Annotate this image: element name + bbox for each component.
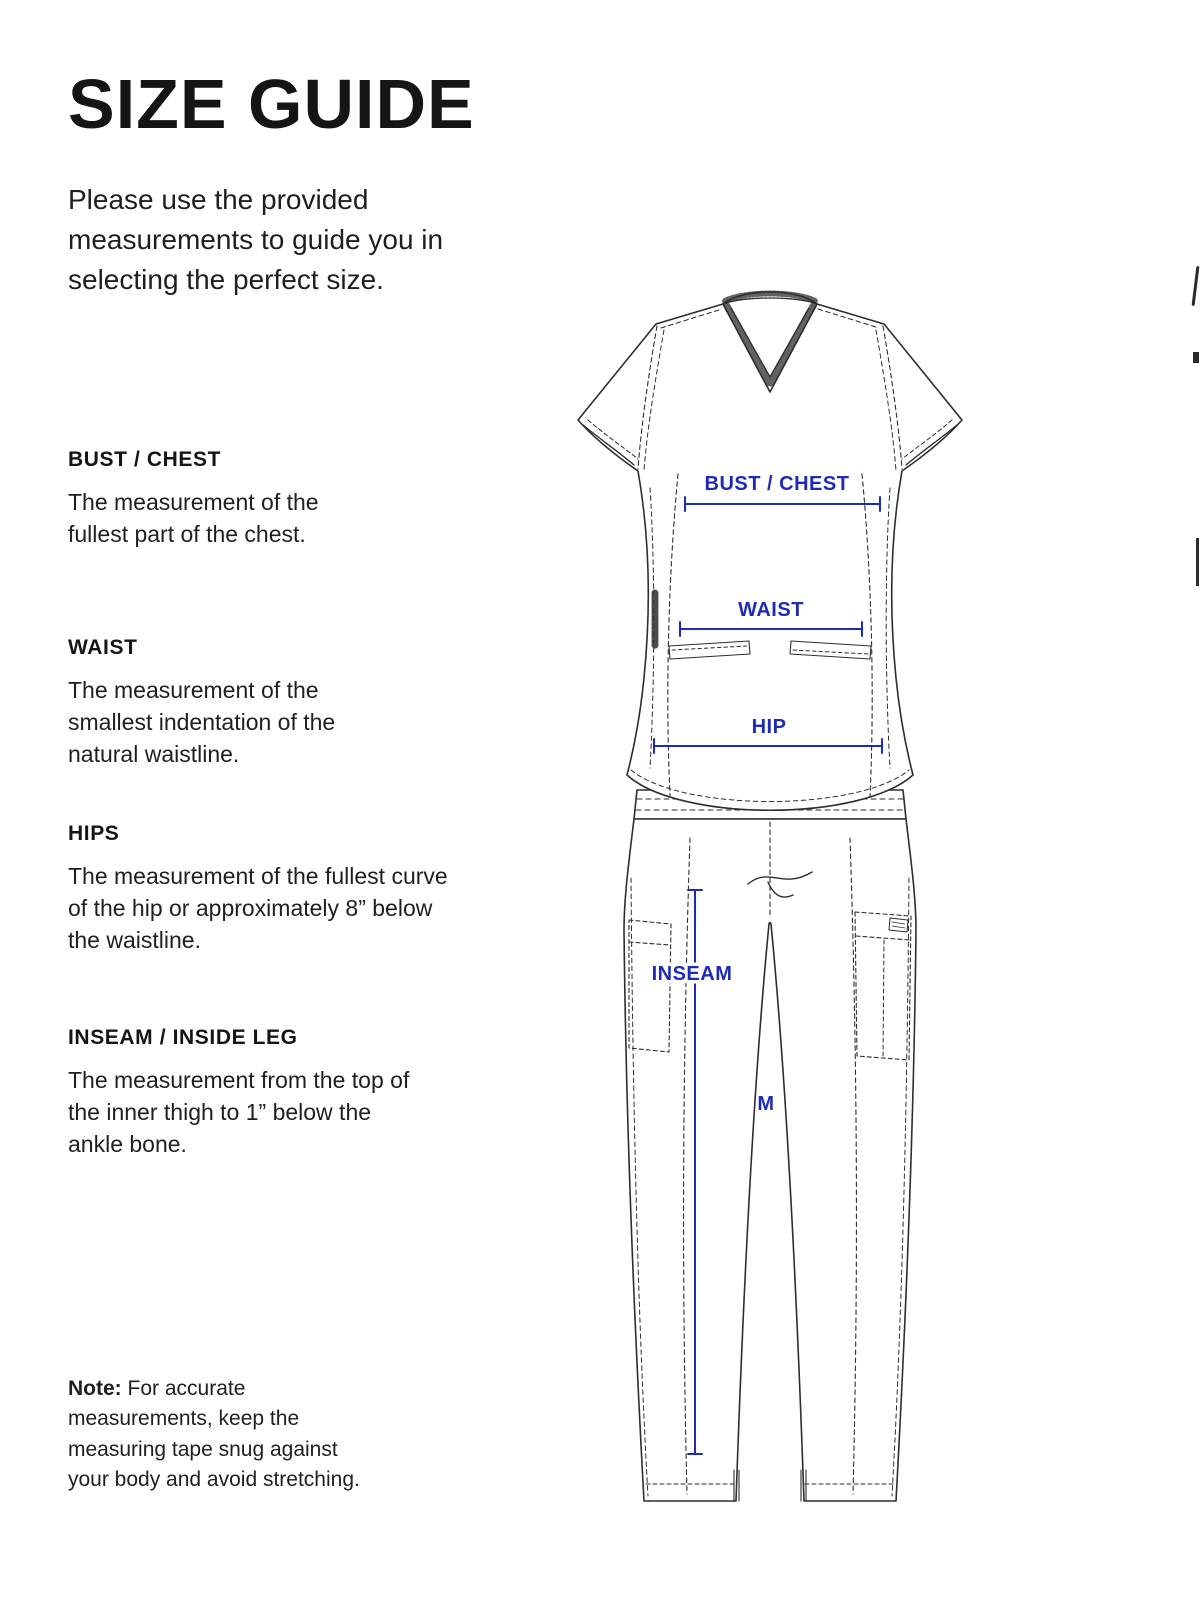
page-title: SIZE GUIDE xyxy=(68,65,475,143)
section-heading: HIPS xyxy=(68,822,120,845)
hip-measure-label: HIP xyxy=(751,716,787,738)
section-body: The measurement of the smallest indentation of the natural waistline. xyxy=(68,677,336,768)
intro-text: Please use the provided measurements to guide you in selecting the perfect size. xyxy=(68,184,444,295)
size-tag-label: M xyxy=(757,1093,775,1115)
size-diagram xyxy=(530,278,1060,1548)
bust-measure-label: BUST / CHEST xyxy=(704,473,850,495)
waist-measure-label: WAIST xyxy=(738,599,804,621)
section-hips xyxy=(68,822,456,957)
section-bust-chest xyxy=(68,448,356,550)
note-text: For accurate measurements, keep the measuring tape snug against your body and avoid stretching. xyxy=(68,1377,360,1492)
scrub-pants-sketch xyxy=(624,790,916,1501)
section-waist xyxy=(68,636,376,771)
measurement-note xyxy=(68,1374,373,1496)
section-body: The measurement from the top of the inner thigh to 1” below the ankle bone. xyxy=(68,1067,410,1158)
edge-mark xyxy=(1196,538,1199,586)
section-body: The measurement of the fullest part of the chest. xyxy=(68,489,319,548)
section-heading: WAIST xyxy=(68,636,138,659)
inseam-measure-label: INSEAM xyxy=(651,963,733,985)
section-heading: INSEAM / INSIDE LEG xyxy=(68,1026,298,1049)
note-label: Note: xyxy=(68,1377,122,1400)
section-body: The measurement of the fullest curve of the hip or approximately 8” below the waistline. xyxy=(68,863,448,954)
edge-mark xyxy=(1192,266,1200,306)
section-inseam xyxy=(68,1026,430,1161)
section-heading: BUST / CHEST xyxy=(68,448,222,471)
edge-mark xyxy=(1193,352,1199,363)
